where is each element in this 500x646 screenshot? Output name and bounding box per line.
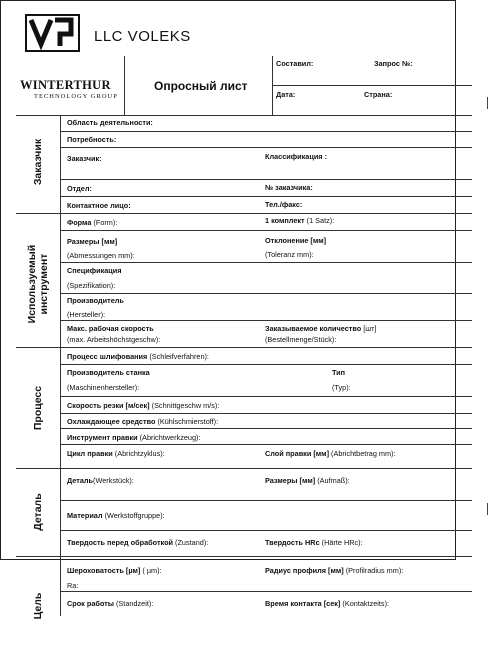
roughness-de: ( µm): — [140, 566, 162, 575]
company-name: LLC VOLEKS — [94, 28, 191, 45]
cut-speed-field[interactable] — [67, 402, 219, 409]
tool-shape-label: Форма — [67, 218, 92, 227]
customer-field[interactable]: Заказчик: — [67, 154, 102, 163]
grinding-process-field[interactable] — [67, 353, 209, 360]
profile-radius-field[interactable] — [265, 567, 403, 574]
allowance-field[interactable] — [265, 477, 350, 484]
workpiece-label: Деталь — [67, 476, 94, 485]
section-part-label: Деталь — [31, 493, 44, 531]
machine-type-field[interactable]: (Typ): — [332, 383, 351, 392]
order-qty-label-bold: Заказываемое количество — [265, 324, 362, 333]
max-speed-label: Макс. рабочая скорость — [67, 324, 154, 333]
hardness-hrc-field[interactable] — [265, 539, 363, 546]
profile-radius-de: (Profilradius mm): — [343, 566, 404, 575]
roughness-field[interactable] — [67, 567, 162, 574]
section-tool-label-line2: инструмент — [38, 253, 50, 315]
roughness-label: Шероховатость [µм] — [67, 566, 141, 575]
order-qty-field[interactable]: (Bestellmenge/Stück): — [265, 335, 337, 344]
allowance-de: (Aufmaß): — [315, 476, 350, 485]
workpiece-field[interactable] — [67, 477, 134, 484]
contact-time-label: Время контакта [сек] — [265, 599, 341, 608]
cut-speed-label: Скорость резки [м/сек] — [67, 401, 150, 410]
section-tool-label-line1: Используемый — [25, 244, 38, 324]
contact-time-de: (Kontaktzeits): — [340, 599, 390, 608]
classification-field[interactable]: Классификация : — [265, 152, 328, 161]
service-life-label: Срок работы — [67, 599, 114, 608]
date-field[interactable]: Дата: — [276, 90, 296, 99]
dress-layer-de: (Abrichtbetrag mm): — [329, 449, 396, 458]
brand-subtitle: TECHNOLOGY GROUP — [34, 93, 118, 100]
profile-radius-label: Радиус профиля [мм] — [265, 566, 344, 575]
hardness-before-label: Твердость перед обработкой — [67, 538, 174, 547]
section-goal-label: Цель — [31, 592, 44, 620]
hardness-hrc-de: (Härte HRc): — [319, 538, 363, 547]
allowance-label: Размеры [мм] — [265, 476, 316, 485]
max-speed-field[interactable]: (max. Arbeitshöchstgeschw): — [67, 335, 161, 344]
kit-field[interactable] — [265, 217, 334, 224]
kit-de: (1 Satz): — [304, 216, 335, 225]
material-label: Материал — [67, 511, 103, 520]
country-field[interactable]: Страна: — [364, 90, 393, 99]
brand-name: WINTERTHUR — [20, 78, 111, 92]
phone-fax-field[interactable]: Тел./факс: — [265, 200, 303, 209]
section-process-label: Процесс — [31, 385, 44, 431]
deviation-label: Отклонение [мм] — [265, 236, 327, 245]
grinding-process-de: (Schleifverfahren): — [147, 352, 209, 361]
machine-maker-label: Производитель станка — [67, 368, 150, 377]
dressing-tool-field[interactable] — [67, 434, 200, 441]
coolant-field[interactable] — [67, 418, 218, 425]
section-tool-label — [26, 224, 50, 344]
activity-field[interactable]: Область деятельности: — [67, 118, 153, 127]
tool-shape-field[interactable] — [67, 219, 117, 226]
material-de: (Werkstoffgruppe): — [102, 511, 165, 520]
need-field[interactable]: Потребность: — [67, 135, 117, 144]
workpiece-de: (Werkstück): — [93, 476, 134, 485]
spec-field[interactable]: (Spezifikation): — [67, 281, 116, 290]
dress-cycle-label: Цикл правки — [67, 449, 113, 458]
hardness-before-de: (Zustand): — [173, 538, 209, 547]
coolant-de: (Kühlschmierstoff): — [155, 417, 219, 426]
dress-cycle-de: (Abrichtzyklus): — [112, 449, 165, 458]
contact-time-field[interactable] — [265, 600, 389, 607]
ra-field[interactable]: Ra: — [67, 581, 79, 590]
spec-label: Спецификация — [67, 266, 122, 275]
hardness-before-field[interactable] — [67, 539, 208, 546]
compiled-by-field[interactable]: Составил: — [276, 59, 314, 68]
order-qty-unit: [шт] — [361, 324, 377, 333]
form-title: Опросный лист — [154, 79, 248, 93]
contact-person-field[interactable]: Контактное лицо: — [67, 201, 131, 210]
tool-sizes-field[interactable]: (Abmessungen mm): — [67, 251, 135, 260]
section-customer-label: Заказчик — [31, 138, 44, 186]
voleks-logo — [25, 14, 80, 52]
maker-field[interactable]: (Hersteller): — [67, 310, 106, 319]
hardness-hrc-label: Твердость HRc — [265, 538, 320, 547]
service-life-field[interactable] — [67, 600, 153, 607]
coolant-label: Охлаждающее средство — [67, 417, 156, 426]
department-field[interactable]: Отдел: — [67, 184, 92, 193]
deviation-field[interactable]: (Toleranz mm): — [265, 250, 314, 259]
request-number-field[interactable]: Запрос №: — [374, 59, 413, 68]
cut-speed-de: (Schnittgeschw m/s): — [149, 401, 220, 410]
machine-type-label: Тип — [332, 368, 346, 377]
kit-label: 1 комплект — [265, 216, 305, 225]
order-qty-label — [265, 325, 376, 332]
machine-maker-field[interactable]: (Maschinenhersteller): — [67, 383, 140, 392]
maker-label: Производитель — [67, 296, 124, 305]
dressing-tool-label: Инструмент правки — [67, 433, 138, 442]
material-field[interactable] — [67, 512, 165, 519]
tool-shape-de: (Form): — [91, 218, 118, 227]
customer-number-field[interactable]: № заказчика: — [265, 183, 313, 192]
service-life-de: (Standzeit): — [113, 599, 154, 608]
dress-cycle-field[interactable] — [67, 450, 165, 457]
grinding-process-label: Процесс шлифования — [67, 352, 148, 361]
tool-sizes-label: Размеры [мм] — [67, 237, 118, 246]
dressing-tool-de: (Abrichtwerkzeug): — [137, 433, 201, 442]
dress-layer-field[interactable] — [265, 450, 396, 457]
dress-layer-label: Слой правки [мм] — [265, 449, 330, 458]
